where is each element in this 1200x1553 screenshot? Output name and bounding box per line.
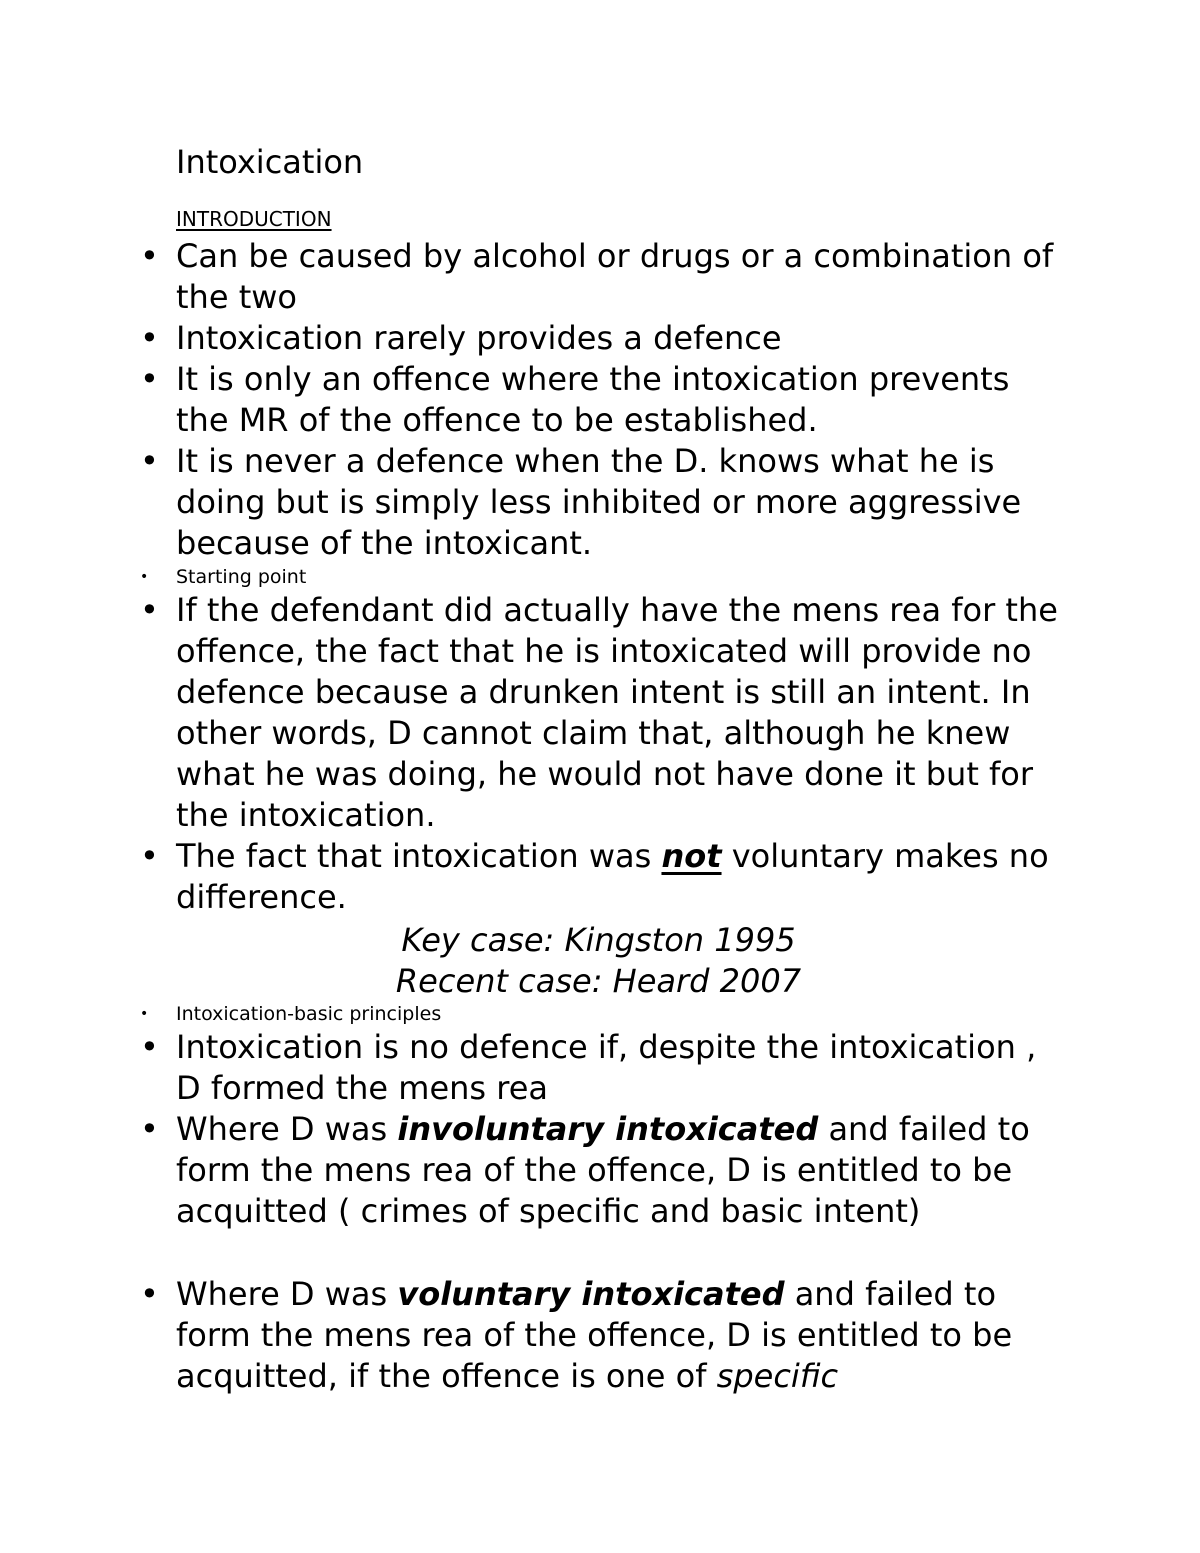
list-item (140, 1274, 1060, 1397)
list-item (140, 836, 1060, 918)
emphasis-voluntary-intoxicated: voluntary intoxicated (397, 1275, 785, 1313)
list-item (140, 318, 1060, 359)
bullet: • (140, 1028, 159, 1066)
list-item-subheading (140, 1002, 1060, 1026)
bullet: • (140, 591, 159, 629)
list-item-text: It is never a defence when the D. knows what he is doing but is simply less inhibited or more aggressive because of the intoxicant. (176, 442, 1022, 562)
list-item (140, 236, 1060, 318)
list-item-text (176, 1109, 1060, 1232)
list-item (140, 1027, 1060, 1109)
list-item (140, 590, 1060, 836)
emphasis-involuntary-intoxicated: involuntary intoxicated (397, 1110, 819, 1148)
bullet: • (140, 837, 159, 875)
list-item-text (176, 836, 1060, 918)
bullet: • (140, 319, 159, 357)
emphasis-not: not (661, 837, 722, 875)
bullet: • (140, 1110, 159, 1148)
list-item-text: It is only an offence where the intoxication prevents the MR of the offence to be established. (176, 360, 1010, 439)
text-run: Where D was (176, 1275, 398, 1313)
bullet: • (140, 1006, 149, 1022)
list-item (140, 441, 1060, 564)
list-item (140, 359, 1060, 441)
list-item-text (176, 1274, 1060, 1397)
document-title: Intoxication (176, 143, 364, 181)
text-run: and failed to form the mens rea of the offence, D is entitled to be acquitted, if the offence is one of (176, 1275, 1013, 1395)
list-item-subheading (140, 565, 1060, 589)
recent-case: Recent case: Heard 2007 (395, 962, 802, 1000)
text-run: The fact that intoxication was (176, 837, 662, 875)
text-run: voluntary makes no difference. (176, 837, 1049, 916)
bullet: • (140, 1275, 159, 1313)
key-case: Key case: Kingston 1995 (401, 921, 796, 959)
section-heading-introduction: INTRODUCTION (176, 207, 332, 231)
bullet: • (140, 360, 159, 398)
subheading-basic-principles: Intoxication-basic principles (176, 1003, 442, 1025)
list-item (140, 1109, 1060, 1232)
bullet: • (140, 237, 159, 275)
bullet: • (140, 442, 159, 480)
list-item-text: Intoxication is no defence if, despite the intoxication , D formed the mens rea (176, 1028, 1037, 1107)
list-item-text: Can be caused by alcohol or drugs or a combination of the two (176, 237, 1054, 316)
list-item-text: If the defendant did actually have the mens rea for the offence, the fact that he is intoxicated will provide no defence because a drunken intent is still an intent. In other words, D cannot claim that, although he knew what he was doing, he would not have done it but for the intoxication. (176, 591, 1058, 834)
list-item-text: Intoxication rarely provides a defence (176, 319, 782, 357)
subheading-starting-point: Starting point (176, 566, 307, 588)
text-run: and failed to form the mens rea of the offence, D is entitled to be acquitted ( crimes of specific and basic intent) (176, 1110, 1030, 1230)
text-run: Where D was (176, 1110, 398, 1148)
emphasis-specific: specific (716, 1357, 839, 1395)
bullet: • (140, 569, 149, 585)
